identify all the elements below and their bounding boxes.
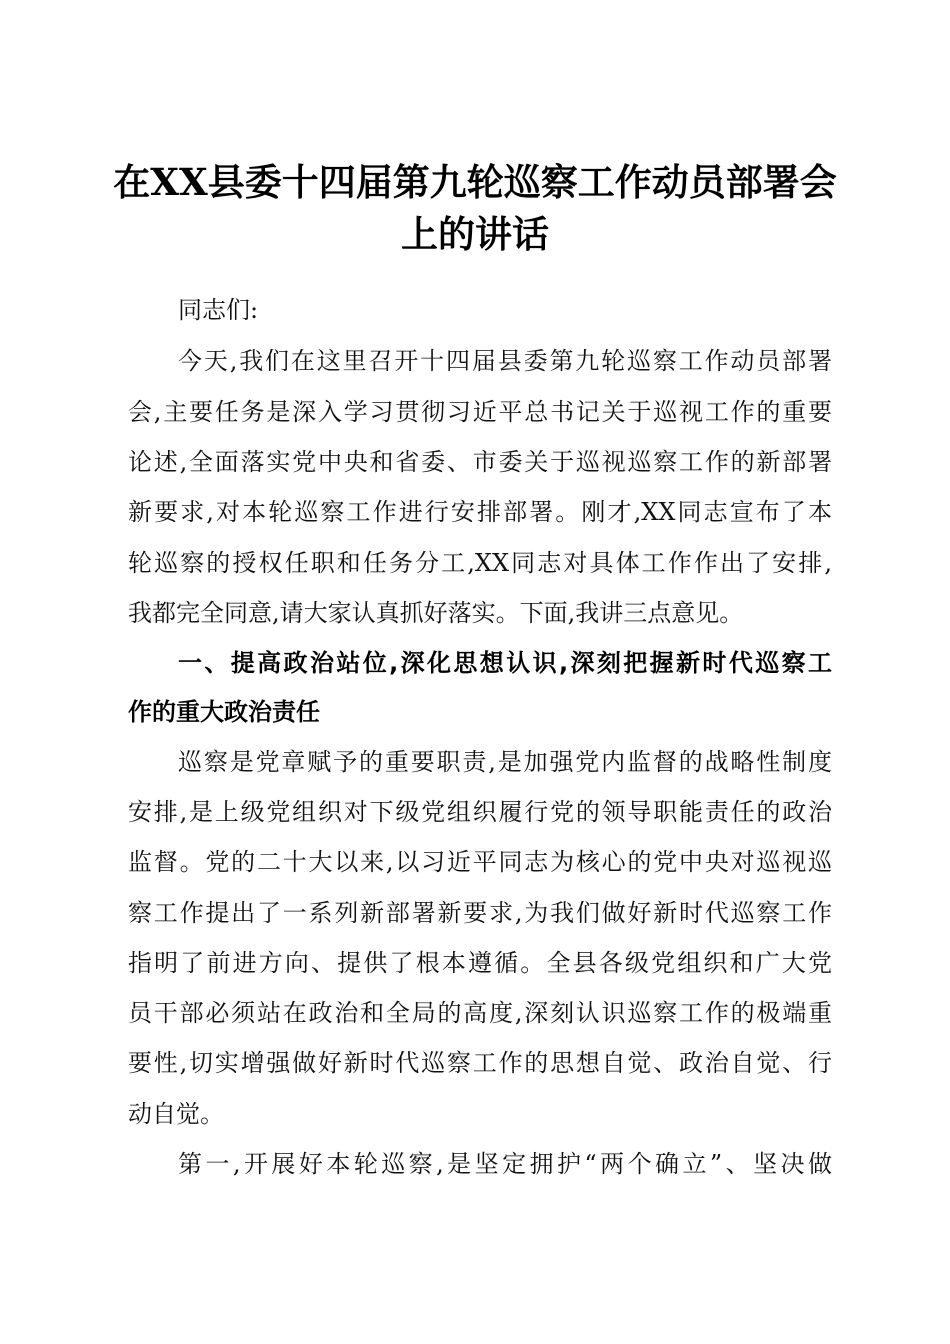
paragraph-2-line: 员干部必须站在政治和全局的高度,深刻认识巡察工作的极端重 bbox=[128, 999, 832, 1027]
paragraph-1-line: 今天,我们在这里召开十四届县委第九轮巡察工作动员部署 bbox=[178, 347, 832, 375]
document-title-line-2: 上的讲话 bbox=[401, 212, 549, 256]
paragraph-2-line: 监督。党的二十大以来,以习近平同志为核心的党中央对巡视巡 bbox=[128, 848, 832, 876]
paragraph-2-line: 指明了前进方向、提供了根本遵循。全县各级党组织和广大党 bbox=[128, 949, 832, 977]
paragraph-2-line: 动自觉。 bbox=[128, 1100, 224, 1128]
paragraph-1-line: 我都完全同意,请大家认真抓好落实。下面,我讲三点意见。 bbox=[128, 599, 744, 627]
paragraph-2-line: 安排,是上级党组织对下级党组织履行党的领导职能责任的政治 bbox=[128, 798, 832, 826]
paragraph-3-line: 第一,开展好本轮巡察,是坚定拥护“两个确立”、坚决做 bbox=[178, 1150, 832, 1178]
section-heading-1: 作的重大政治责任 bbox=[128, 698, 320, 726]
salutation: 同志们: bbox=[178, 296, 259, 324]
paragraph-2-line: 察工作提出了一系列新部署新要求,为我们做好新时代巡察工作 bbox=[128, 899, 832, 927]
paragraph-1-line: 会,主要任务是深入学习贯彻习近平总书记关于巡视工作的重要 bbox=[128, 398, 832, 426]
paragraph-1-line: 新要求,对本轮巡察工作进行安排部署。刚才,XX同志宣布了本 bbox=[128, 498, 832, 526]
document-title-line-1: 在XX县委十四届第九轮巡察工作动员部署会 bbox=[113, 160, 837, 204]
paragraph-2-line: 巡察是党章赋予的重要职责,是加强党内监督的战略性制度 bbox=[178, 748, 832, 776]
section-heading-1: 一、提高政治站位,深化思想认识,深刻把握新时代巡察工 bbox=[178, 649, 832, 677]
paragraph-1-line: 轮巡察的授权任职和任务分工,XX同志对具体工作作出了安排, bbox=[128, 549, 832, 577]
paragraph-2-line: 要性,切实增强做好新时代巡察工作的思想自觉、政治自觉、行 bbox=[128, 1049, 832, 1077]
paragraph-1-line: 论述,全面落实党中央和省委、市委关于巡视巡察工作的新部署 bbox=[128, 448, 832, 476]
